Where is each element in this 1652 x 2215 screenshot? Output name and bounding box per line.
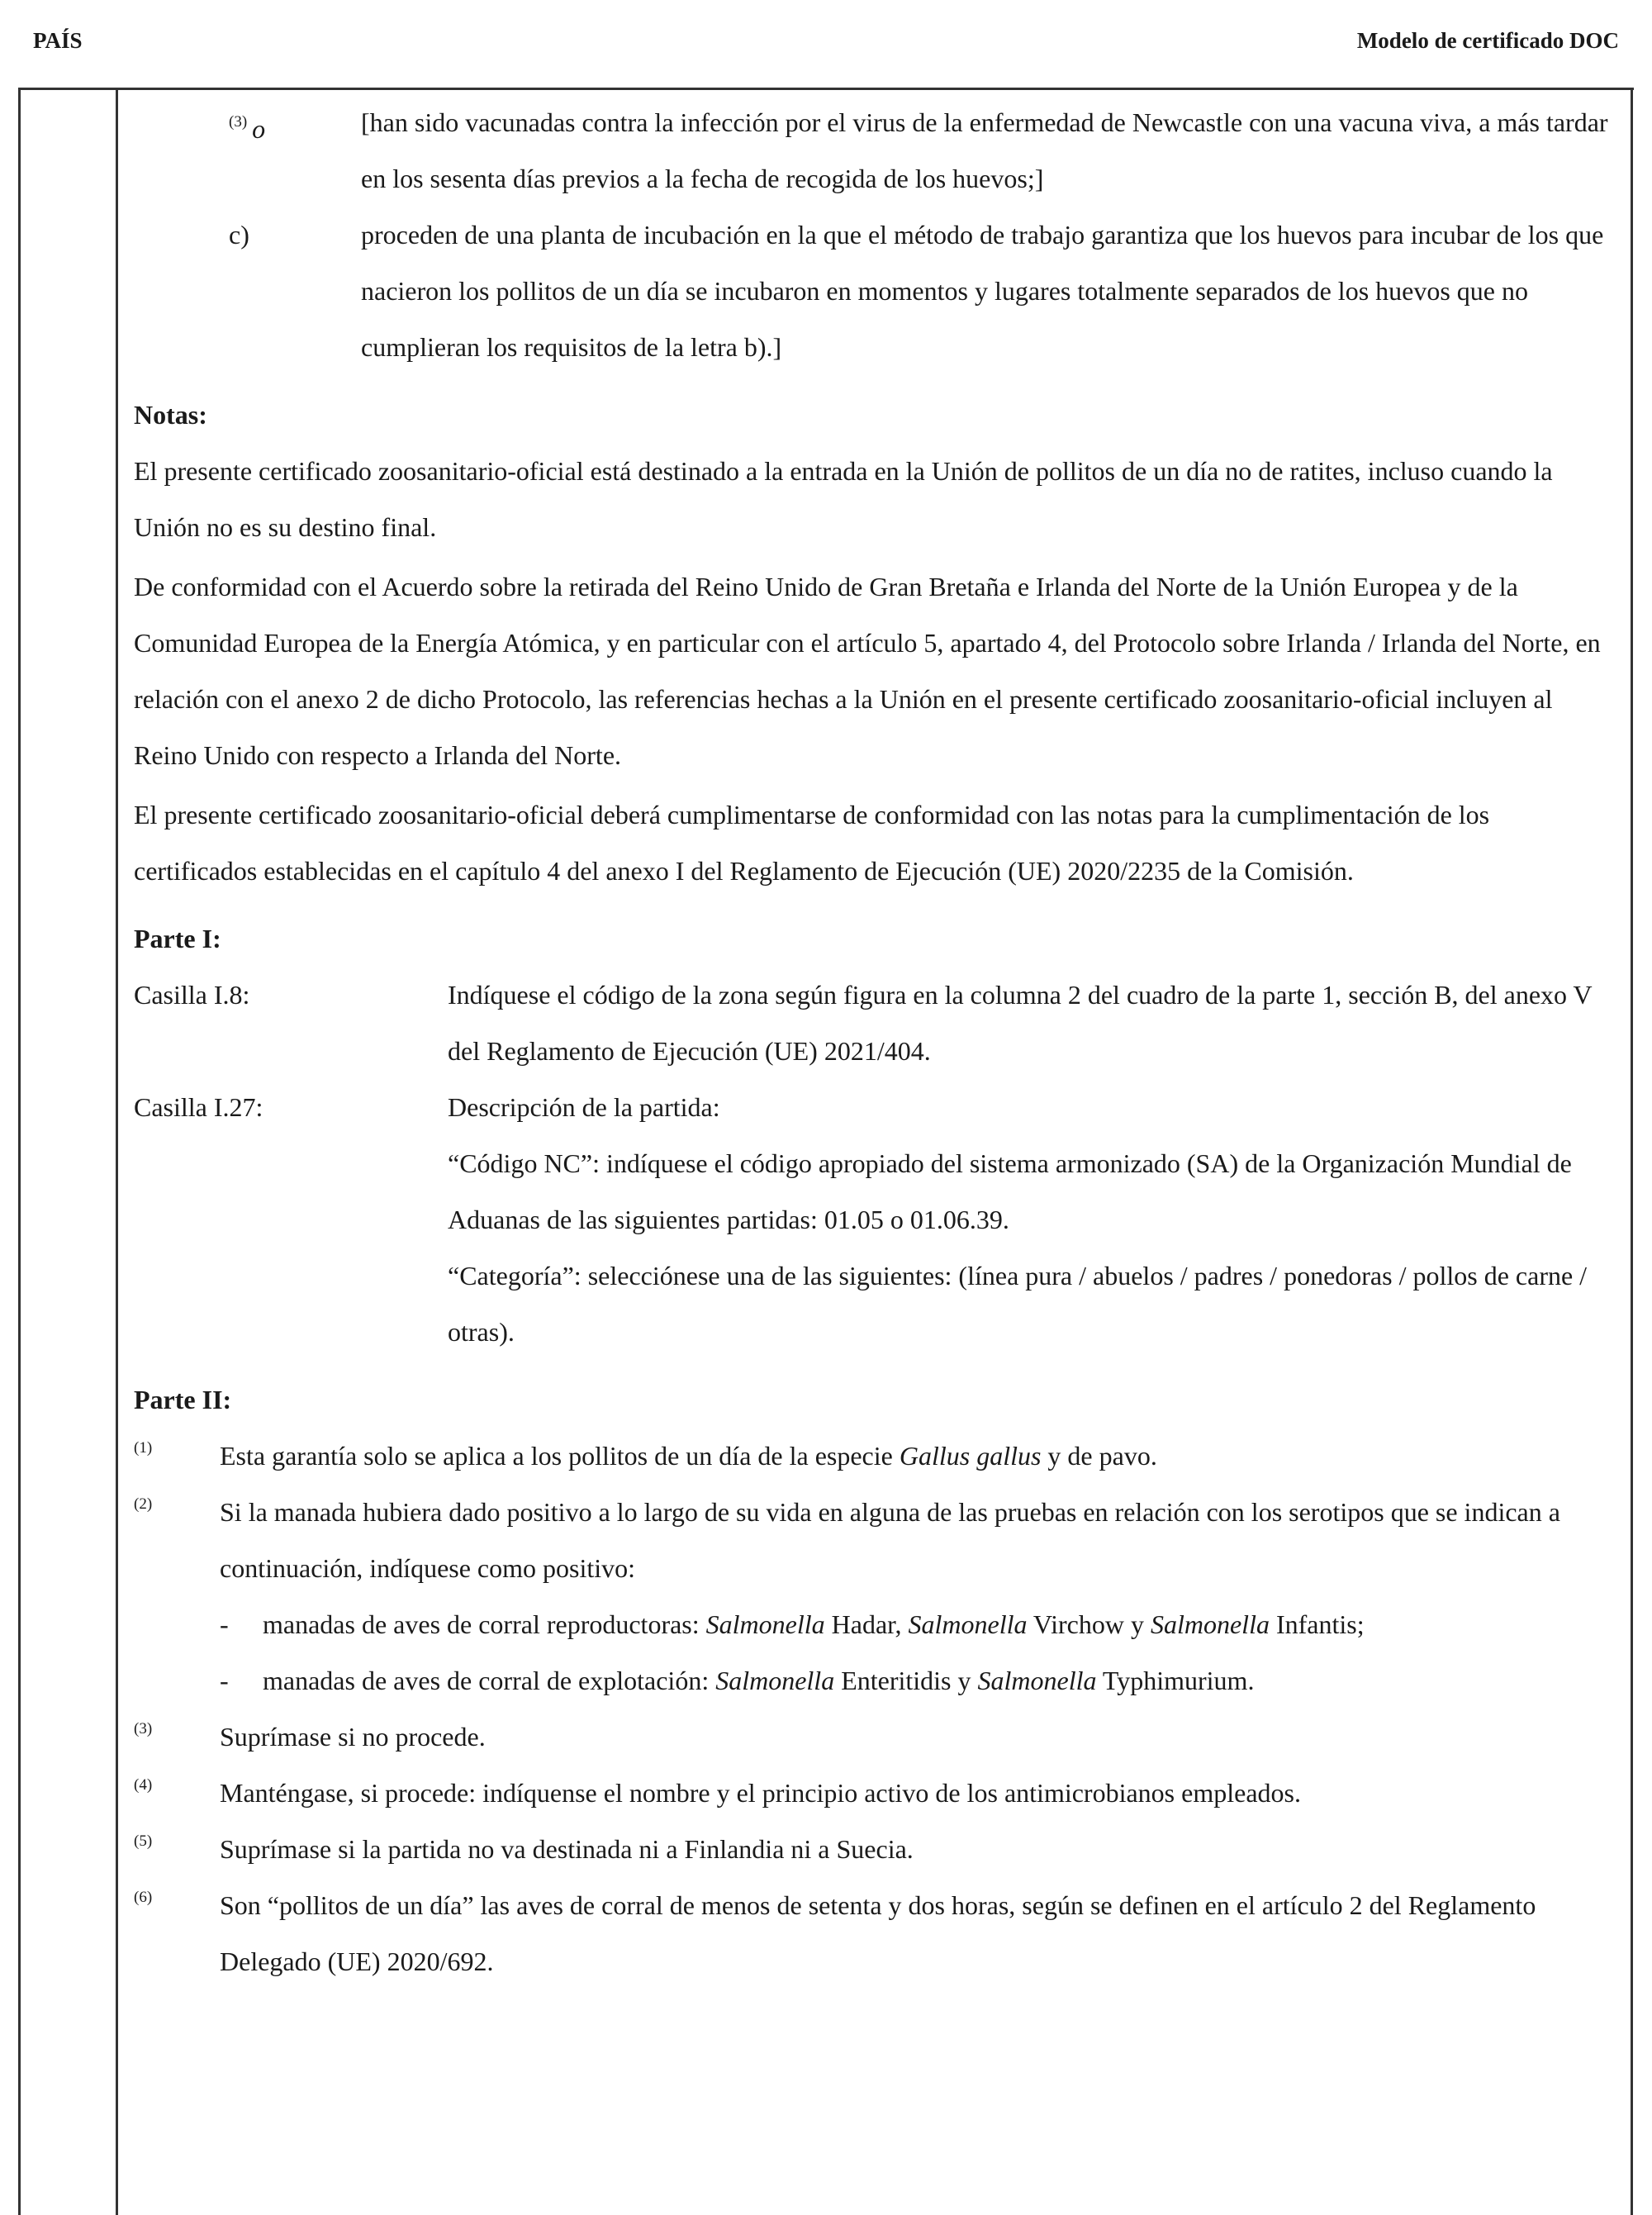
footnote-6-number: (6)	[134, 1889, 153, 1906]
footnote-ref-3: (3)	[229, 113, 248, 131]
footnote-5-text: Suprímase si la partida no va destinada ni a Finlandia ni a Suecia.	[220, 1834, 914, 1864]
notas-paragraph-3: El presente certificado zoosanitario-oficial deberá cumplimentarse de conformidad con las notas para la cumplimentación de los certificados establecidas en el capítulo 4 del anexo I del Reglamento de Ejecución (UE) 2020/2235 de la Comisión.	[134, 800, 1490, 886]
footnote-5-number: (5)	[134, 1832, 153, 1850]
item-c	[229, 207, 1616, 375]
footnote-4-number: (4)	[134, 1776, 153, 1794]
species-name: Gallus gallus	[899, 1441, 1042, 1471]
footnote-2-bullet-1: - manadas de aves de corral reproductoras: Salmonella Hadar, Salmonella Virchow y Salmonella Infantis;	[220, 1609, 1365, 1639]
footnote-5	[134, 1821, 1616, 1877]
casilla-i27-line-2: “Código NC”: indíquese el código apropiado del sistema armonizado (SA) de la Organización Mundial de Aduanas de las siguientes partidas: 01.05 o 01.06.39.	[448, 1148, 1572, 1234]
parte1-heading: Parte I:	[134, 924, 221, 953]
item-c-label: c)	[229, 220, 249, 250]
item-c-text: proceden de una planta de incubación en la que el método de trabajo garantiza que los huevos para incubar de los que nacieron los pollitos de un día se incubaron en momentos y lugares totalmente separados de los huevos que no cumplieran los requisitos de la letra b).]	[361, 220, 1604, 362]
header-country: PAÍS	[33, 28, 83, 53]
footnote-2-text: Si la manada hubiera dado positivo a lo largo de su vida en alguna de las pruebas en relación con los serotipos que se indican a continuación, indíquese como positivo:	[220, 1497, 1560, 1583]
footnote-1: (1) Esta garantía solo se aplica a los pollitos de un día de la especie Gallus gallus y de pavo.	[134, 1428, 1616, 1484]
casilla-i27-line-3: “Categoría”: selecciónese una de las siguientes: (línea pura / abuelos / padres / ponedoras / pollos de carne / otras).	[448, 1261, 1588, 1347]
frame-inner-rule	[116, 88, 118, 2215]
footnote-1-number: (1)	[134, 1439, 153, 1457]
continuation-text: [han sido vacunadas contra la infección por el virus de la enfermedad de Newcastle con una vacuna viva, a más tardar en los sesenta días previos a la fecha de recogida de los huevos;]	[361, 107, 1608, 193]
notas-heading: Notas:	[134, 400, 207, 430]
parte2-heading: Parte II:	[134, 1385, 232, 1414]
footnote-3-text: Suprímase si no procede.	[220, 1722, 486, 1752]
casilla-i27-line-1: Descripción de la partida:	[448, 1092, 720, 1122]
footnote-4	[134, 1765, 1616, 1821]
footnote-2	[134, 1484, 1616, 1596]
footnote-4-text: Manténgase, si procede: indíquense el nombre y el principio activo de los antimicrobianos empleados.	[220, 1778, 1301, 1808]
continuation-alternative	[229, 94, 1616, 207]
footnote-6	[134, 1877, 1616, 1989]
frame-top-rule	[18, 88, 1634, 90]
notas-paragraph-1: El presente certificado zoosanitario-oficial está destinado a la entrada en la Unión de pollitos de un día no de ratites, incluso cuando la Unión no es su destino final.	[134, 456, 1553, 542]
footnote-2-number: (2)	[134, 1495, 153, 1513]
notas-paragraph-2: De conformidad con el Acuerdo sobre la retirada del Reino Unido de Gran Bretaña e Irlanda del Norte de la Unión Europea y de la Comunidad Europea de la Energía Atómica, y en particular con el artículo 5, apartado 4, del Protocolo sobre Irlanda / Irlanda del Norte, en relación con el anexo 2 de dicho Protocolo, las referencias hechas a la Unión en el presente certificado zoosanitario-oficial incluyen al Reino Unido con respecto a Irlanda del Norte.	[134, 572, 1601, 770]
casilla-i8-label: Casilla I.8:	[134, 980, 250, 1010]
casilla-i27	[134, 1079, 1616, 1360]
footnote-6-text: Son “pollitos de un día” las aves de corral de menos de setenta y dos horas, según se definen en el artículo 2 del Reglamento Delegado (UE) 2020/692.	[220, 1890, 1536, 1976]
footnote-3-number: (3)	[134, 1720, 153, 1737]
footnote-2-bullet-2: - manadas de aves de corral de explotación: Salmonella Enteritidis y Salmonella Typhimurium.	[220, 1666, 1255, 1695]
frame-right-rule	[1631, 88, 1633, 2215]
casilla-i8-text: Indíquese el código de la zona según figura en la columna 2 del cuadro de la parte 1, sección B, del anexo V del Reglamento de Ejecución (UE) 2021/404.	[448, 980, 1592, 1066]
frame-left-rule	[18, 88, 21, 2215]
header-model-title: Modelo de certificado DOC	[1356, 28, 1619, 53]
alternative-marker: $^{(3)}$ o	[229, 113, 266, 144]
casilla-i27-label: Casilla I.27:	[134, 1092, 263, 1122]
certificate-body	[134, 94, 1616, 1989]
casilla-i8	[134, 967, 1616, 1079]
footnote-3	[134, 1709, 1616, 1765]
